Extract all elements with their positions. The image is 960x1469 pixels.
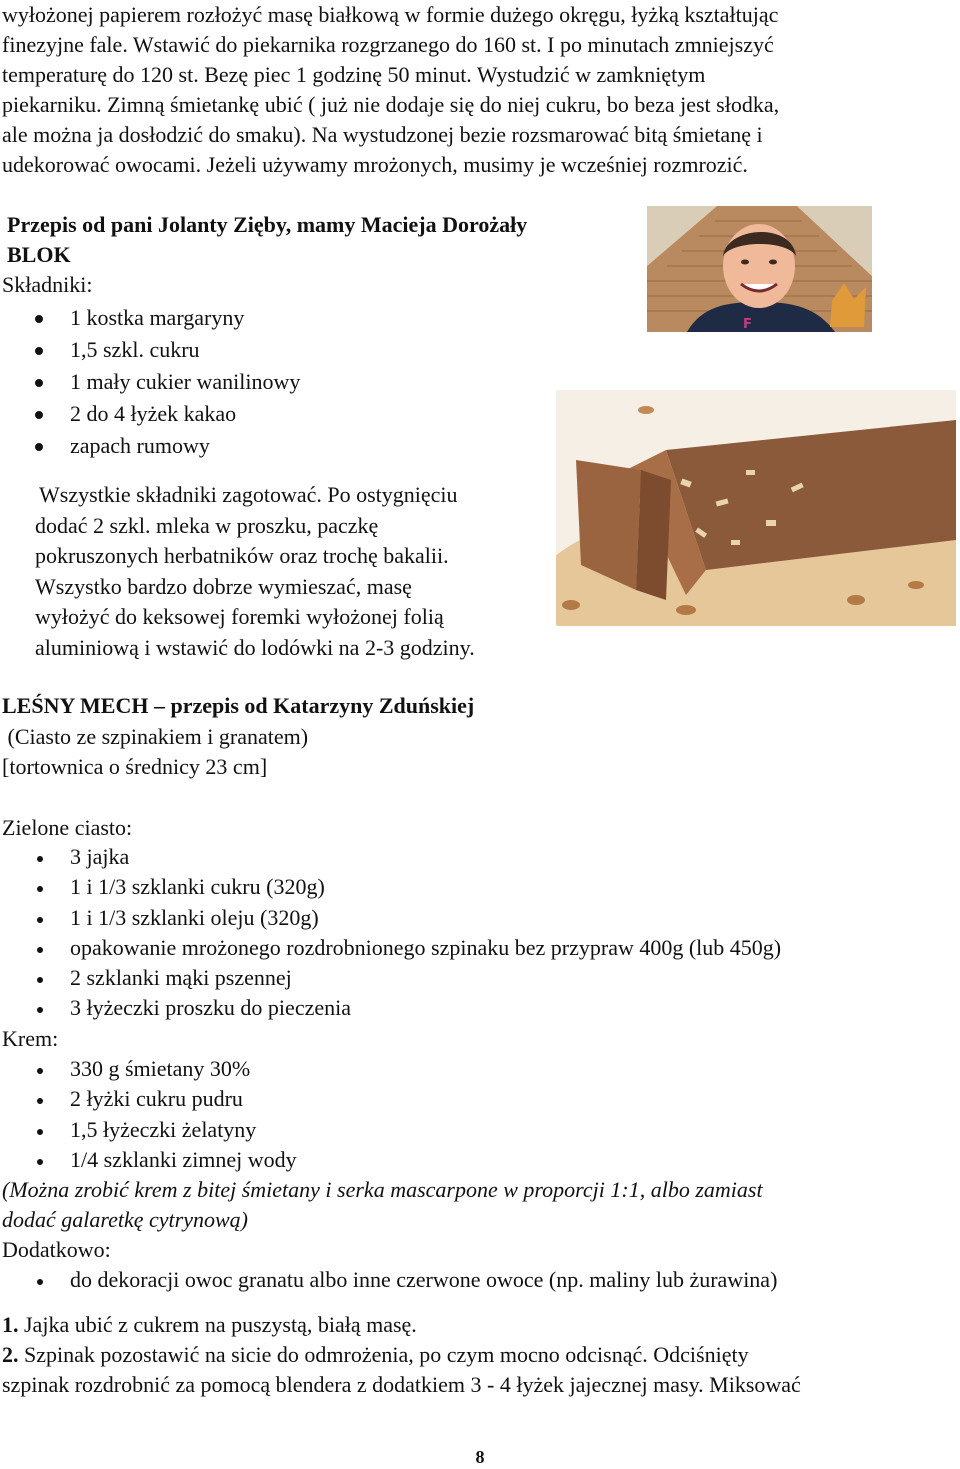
dough-label: Zielone ciasto: <box>2 815 133 840</box>
list-item: 1,5 łyżeczki żelatyny <box>2 1115 957 1145</box>
list-item: zapach rumowy <box>2 430 542 462</box>
list-item: 3 łyżeczki proszku do pieczenia <box>2 993 957 1023</box>
instruction-line: pokruszonych herbatników oraz trochę bakalii. <box>35 543 449 568</box>
instruction-line: wyłożyć do keksowej foremki wyłożonej folią <box>35 604 444 629</box>
step-number: 2. <box>2 1342 19 1367</box>
list-item: 2 łyżki cukru pudru <box>2 1084 957 1114</box>
blok-title-line1: Przepis od pani Jolanty Zięby, mamy Macieja Dorożały <box>7 212 528 237</box>
dough-ingredients-list <box>2 842 957 1024</box>
instruction-line: Wszystko bardzo dobrze wymieszać, masę <box>35 573 412 599</box>
cake-photo <box>556 390 956 626</box>
list-item: 1 i 1/3 szklanki cukru (320g) <box>2 872 957 902</box>
list-item: 1 mały cukier wanilinowy <box>2 366 542 398</box>
list-item: do dekoracji owoc granatu albo inne czerwone owoce (np. maliny lub żurawina) <box>2 1265 957 1295</box>
list-item: opakowanie mrożonego rozdrobnionego szpinaku bez przypraw 400g (lub 450g) <box>2 933 957 963</box>
lesny-pan-size: [tortownica o średnicy 23 cm] <box>2 754 268 779</box>
cream-note-line1: (Można zrobić krem z bitej śmietany i serka mascarpone w proporcji 1:1, albo zamiast <box>2 1177 763 1202</box>
step-number: 1. <box>2 1312 19 1337</box>
list-item: 3 jajka <box>2 842 957 872</box>
svg-text:F: F <box>743 317 752 332</box>
cream-label: Krem: <box>2 1026 59 1051</box>
extra-list <box>2 1265 957 1295</box>
intro-line: temperaturę do 120 st. Bezę piec 1 godzinę 50 minut. Wystudzić w zamkniętym <box>2 62 706 87</box>
intro-paragraph <box>2 0 957 180</box>
extra-label: Dodatkowo: <box>2 1237 111 1262</box>
intro-line: udekorować owocami. Jeżeli używamy mrożonych, musimy je wcześniej rozmrozić. <box>2 152 748 177</box>
step-2 <box>2 1340 749 1370</box>
blok-ingredients-list <box>2 302 542 462</box>
list-item: 1,5 szkl. cukru <box>2 334 542 366</box>
intro-line: wyłożonej papierem rozłożyć masę białkową w formie dużego okręgu, łyżką kształtując <box>2 2 779 27</box>
instruction-line: Wszystkie składniki zagotować. Po ostygnięciu <box>39 482 458 507</box>
intro-line: ale można ja dosłodzić do smaku). Na wystudzonej bezie rozsmarować bitą śmietanę i <box>2 122 763 147</box>
lesny-title: LEŚNY MECH – przepis od Katarzyny Zduńskiej <box>2 693 475 718</box>
step-text: Szpinak pozostawić na sicie do odmrożenia, po czym mocno odcisnąć. Odciśnięty <box>18 1342 749 1367</box>
page-number: 8 <box>475 1447 485 1467</box>
blok-ingredients-label: Składniki: <box>2 272 93 297</box>
list-item: 1/4 szklanki zimnej wody <box>2 1145 957 1175</box>
person-photo <box>647 206 872 332</box>
cream-ingredients-list <box>2 1054 957 1175</box>
cream-note-line2: dodać galaretkę cytrynową) <box>2 1207 248 1232</box>
list-item: 2 szklanki mąki pszennej <box>2 963 957 993</box>
step-text: Jajka ubić z cukrem na puszystą, białą masę. <box>18 1312 417 1337</box>
list-item: 1 kostka margaryny <box>2 302 542 334</box>
blok-title-line2: BLOK <box>7 242 71 267</box>
list-item: 330 g śmietany 30% <box>2 1054 957 1084</box>
list-item: 1 i 1/3 szklanki oleju (320g) <box>2 903 957 933</box>
instruction-line: aluminiową i wstawić do lodówki na 2-3 godziny. <box>35 634 475 660</box>
intro-line: finezyjne fale. Wstawić do piekarnika rozgrzanego do 160 st. I po minutach zmniejszyć <box>2 32 774 57</box>
step-2-continued: szpinak rozdrobnić za pomocą blendera z dodatkiem 3 - 4 łyżek jajecznej masy. Miksować <box>2 1372 801 1397</box>
intro-line: piekarniku. Zimną śmietankę ubić ( już nie dodaje się do niej cukru, bo beza jest słodka, <box>2 92 780 117</box>
blok-instructions <box>35 480 560 663</box>
list-item: 2 do 4 łyżek kakao <box>2 398 542 430</box>
lesny-subtitle: (Ciasto ze szpinakiem i granatem) <box>2 724 309 749</box>
instruction-line: dodać 2 szkl. mleka w proszku, paczkę <box>35 512 379 538</box>
step-1 <box>2 1310 417 1340</box>
